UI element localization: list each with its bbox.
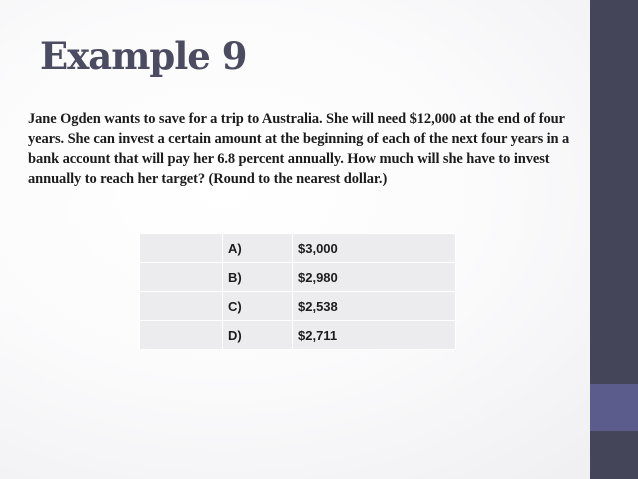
sidebar-accent-block [590, 384, 638, 431]
question-text: Jane Ogden wants to save for a trip to Australia. She will need $12,000 at the end of four years. She can invest a certain amount at the beginning of each of the next four years in a bank account that will pay her 6.8 percent annually. How much will she have to invest annually to reach her target? (Round to the nearest dollar.) [28, 111, 570, 187]
answer-value: $2,980 [293, 263, 456, 292]
answer-options-table [139, 233, 456, 350]
answer-spacer-cell [140, 321, 223, 350]
answer-row-d [140, 321, 456, 350]
answer-value: $3,000 [293, 234, 456, 263]
answer-spacer-cell [140, 263, 223, 292]
answer-row-a [140, 234, 456, 263]
answer-row-b [140, 263, 456, 292]
slide-title: Example 9 [40, 34, 247, 78]
answer-value: $2,711 [293, 321, 456, 350]
answer-letter: D) [223, 321, 293, 350]
answer-row-c [140, 292, 456, 321]
answer-letter: A) [223, 234, 293, 263]
answer-spacer-cell [140, 234, 223, 263]
answer-letter: C) [223, 292, 293, 321]
answer-spacer-cell [140, 292, 223, 321]
answer-value: $2,538 [293, 292, 456, 321]
answer-letter: B) [223, 263, 293, 292]
